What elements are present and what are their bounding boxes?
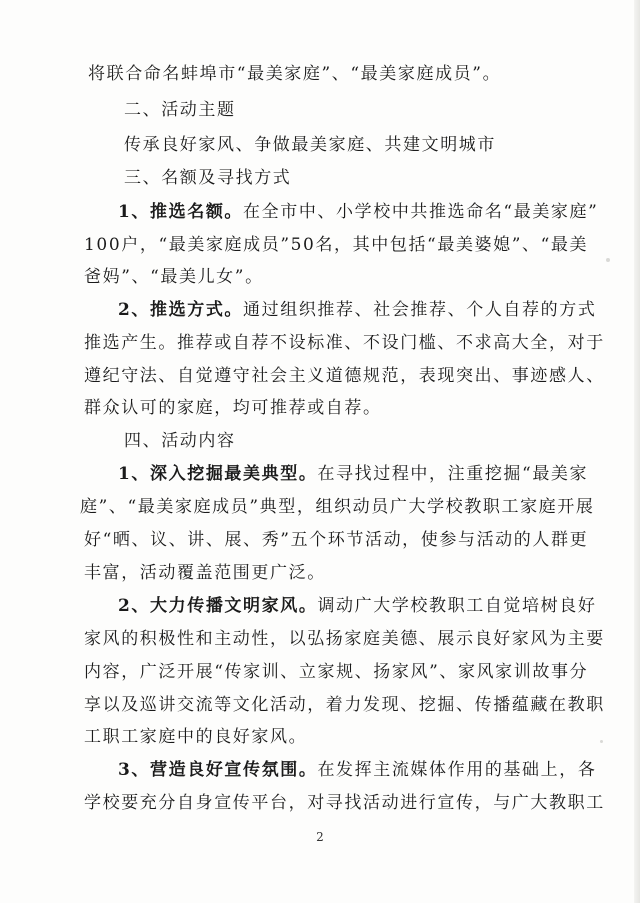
section-heading-activity-theme: 二、活动主题 [124, 100, 236, 120]
subheading-typical: 1、深入挖掘最美典型。 [118, 464, 318, 484]
paragraph-family-style-line-1 [118, 594, 596, 618]
paragraph-method-line-2: 推选产生。推荐或自荐不设标准、不设门槛、不求高大全，对于 [84, 333, 605, 353]
paragraph-method-text: 通过组织推荐、社会推荐、个人自荐的方式 [243, 300, 597, 320]
section-heading-quota-method: 三、名额及寻找方式 [124, 168, 292, 188]
paragraph-quota-line-2: 100户，“最美家庭成员”50名，其中包括“最美婆媳”、“最美 [84, 235, 589, 255]
paragraph-family-style-line-5: 工职工家庭中的良好家风。 [84, 727, 308, 747]
paragraph-publicity-line-2: 学校要充分自身宣传平台，对寻找活动进行宣传，与广大教职工 [84, 793, 605, 813]
text-line-1: 将联合命名蚌埠市“最美家庭”、“最美家庭成员”。 [88, 64, 502, 84]
subheading-method: 2、推选方式。 [118, 300, 244, 320]
activity-theme-text: 传承良好家风、争做最美家庭、共建文明城市 [124, 135, 496, 155]
paragraph-publicity-text: 在发挥主流媒体作用的基础上，各 [317, 760, 597, 780]
paragraph-typical-line-2: 庭”、“最美家庭成员”典型，组织动员广大学校教职工家庭开展 [80, 497, 595, 517]
paragraph-typical-text: 在寻找过程中，注重挖掘“最美家 [317, 464, 589, 484]
paragraph-typical-line-4: 丰富，活动覆盖范围更广泛。 [84, 563, 326, 583]
paragraph-quota-line-1 [118, 200, 598, 224]
section-heading-activity-content: 四、活动内容 [124, 431, 236, 451]
paragraph-method-line-3: 遵纪守法、自觉遵守社会主义道德规范，表现突出、事迹感人、 [84, 366, 605, 386]
paragraph-quota-line-3: 爸妈”、“最美儿女”。 [84, 267, 264, 287]
paragraph-family-style-text: 调动广大学校教职工自觉培树良好 [317, 596, 597, 616]
paragraph-quota-text: 在全市中、小学校中共推选命名“最美家庭” [243, 202, 599, 222]
subheading-quota: 1、推选名额。 [118, 202, 244, 222]
paragraph-family-style-line-4: 享以及巡讲交流等文化活动，着力发现、挖掘、传播蕴藏在教职 [84, 695, 605, 715]
paragraph-typical-line-3: 好“晒、议、讲、展、秀”五个环节活动，使参与活动的人群更 [84, 530, 589, 550]
paragraph-method-line-1 [118, 298, 596, 322]
paragraph-family-style-line-3: 内容，广泛开展“传家训、立家规、扬家风”、家风家训故事分 [84, 662, 589, 682]
scan-edge [634, 0, 640, 903]
page-number: 2 [316, 830, 324, 844]
paragraph-method-line-4: 群众认可的家庭，均可推荐或自荐。 [84, 398, 382, 418]
scan-speck [606, 258, 610, 262]
subheading-publicity: 3、营造良好宣传氛围。 [118, 760, 318, 780]
subheading-family-style: 2、大力传播文明家风。 [118, 596, 318, 616]
scan-speck [600, 740, 603, 743]
paragraph-typical-line-1 [118, 462, 588, 486]
paragraph-family-style-line-2: 家风的积极性和主动性，以弘扬家庭美德、展示良好家风为主要 [84, 629, 605, 649]
paragraph-publicity-line-1 [118, 758, 596, 782]
